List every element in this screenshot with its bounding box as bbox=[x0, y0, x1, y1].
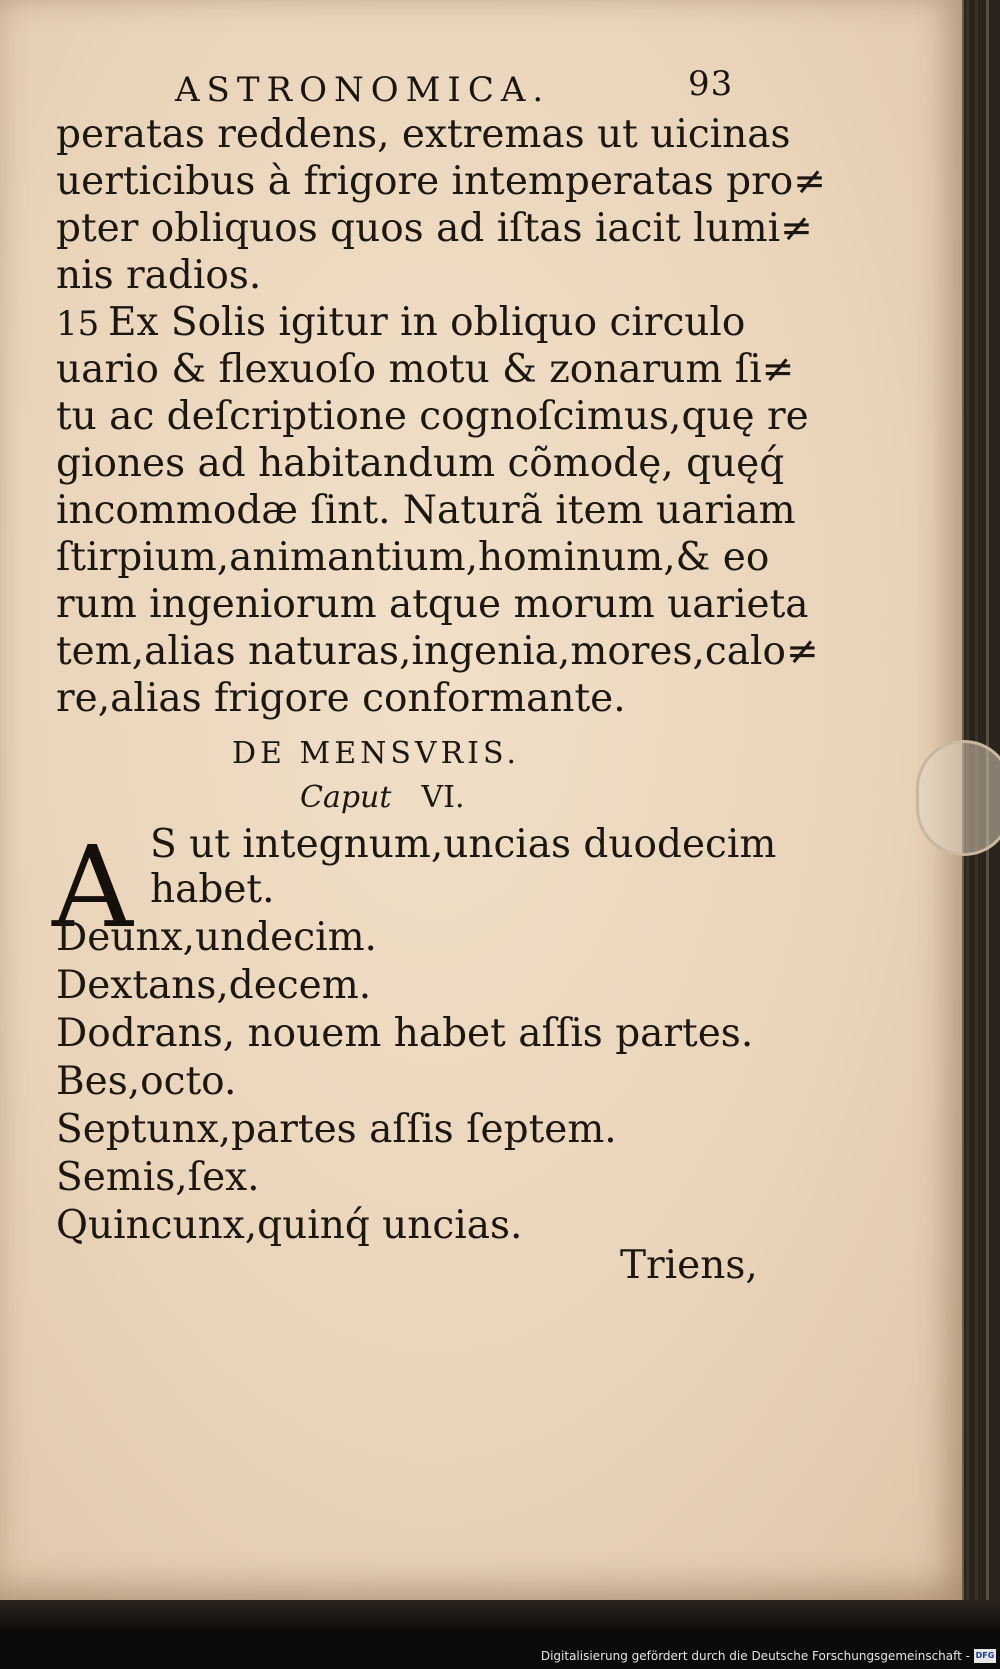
text-line: tem,alias naturas,ingenia,mores,calo≠ bbox=[56, 629, 819, 674]
list-item: Bes,octo. bbox=[56, 1059, 237, 1104]
text-line: uario & flexuoſo motu & zonarum ſi≠ bbox=[56, 347, 795, 392]
running-head-title: ASTRONOMICA. bbox=[175, 70, 551, 110]
dfg-logo-icon: DFG bbox=[974, 1649, 996, 1663]
list-item: Semis,ſex. bbox=[56, 1155, 260, 1200]
list-item: Quincunx,quinq́ uncias. bbox=[56, 1203, 523, 1248]
text-line: S ut integnum,uncias duodecim bbox=[150, 822, 777, 867]
text-line-content: Ex Solis igitur in obliquo circulo bbox=[108, 300, 746, 345]
list-item: Septunx,partes aſſis ſeptem. bbox=[56, 1107, 617, 1152]
bookmark-tab bbox=[916, 740, 1000, 856]
text-line: giones ad habitandum cõmodę, quęq́ bbox=[56, 441, 785, 486]
footer-bar bbox=[0, 1646, 1000, 1669]
list-item: Dextans,decem. bbox=[56, 963, 372, 1008]
page-number: 93 bbox=[688, 64, 734, 104]
text-line: nis radios. bbox=[56, 253, 262, 298]
footer-credit: Digitalisierung gefördert durch die Deutsche Forschungsgemeinschaft - bbox=[540, 1649, 970, 1663]
text-line: incommodæ ſint. Naturã item uariam bbox=[56, 488, 796, 533]
chapter-label bbox=[300, 780, 464, 815]
drop-cap: A bbox=[52, 823, 133, 953]
list-item: Dodrans, nouem habet aſſis partes. bbox=[56, 1011, 754, 1056]
line-number: 15 bbox=[56, 304, 100, 344]
text-line: tu ac deſcriptione cognoſcimus,quę re bbox=[56, 394, 809, 439]
text-line-numbered bbox=[56, 300, 746, 345]
section-heading: DE MENSVRIS. bbox=[232, 736, 521, 771]
bottom-shadow bbox=[0, 1600, 1000, 1632]
list-item: Deunx,undecim. bbox=[56, 915, 377, 960]
chapter-word: Caput bbox=[300, 780, 392, 815]
text-line: uerticibus à frigore intemperatas pro≠ bbox=[56, 159, 826, 204]
text-line: ſtirpium,animantium,hominum,& eo bbox=[56, 535, 770, 580]
text-line: peratas reddens, extremas ut uicinas bbox=[56, 112, 791, 157]
chapter-number: VI. bbox=[421, 780, 465, 815]
text-line: rum ingeniorum atque morum uarieta bbox=[56, 582, 809, 627]
text-line: habet. bbox=[150, 867, 275, 912]
catchword: Triens, bbox=[620, 1243, 758, 1288]
text-line: re,alias frigore conformante. bbox=[56, 676, 626, 721]
text-line: pter obliquos quos ad iſtas iacit lumi≠ bbox=[56, 206, 813, 251]
